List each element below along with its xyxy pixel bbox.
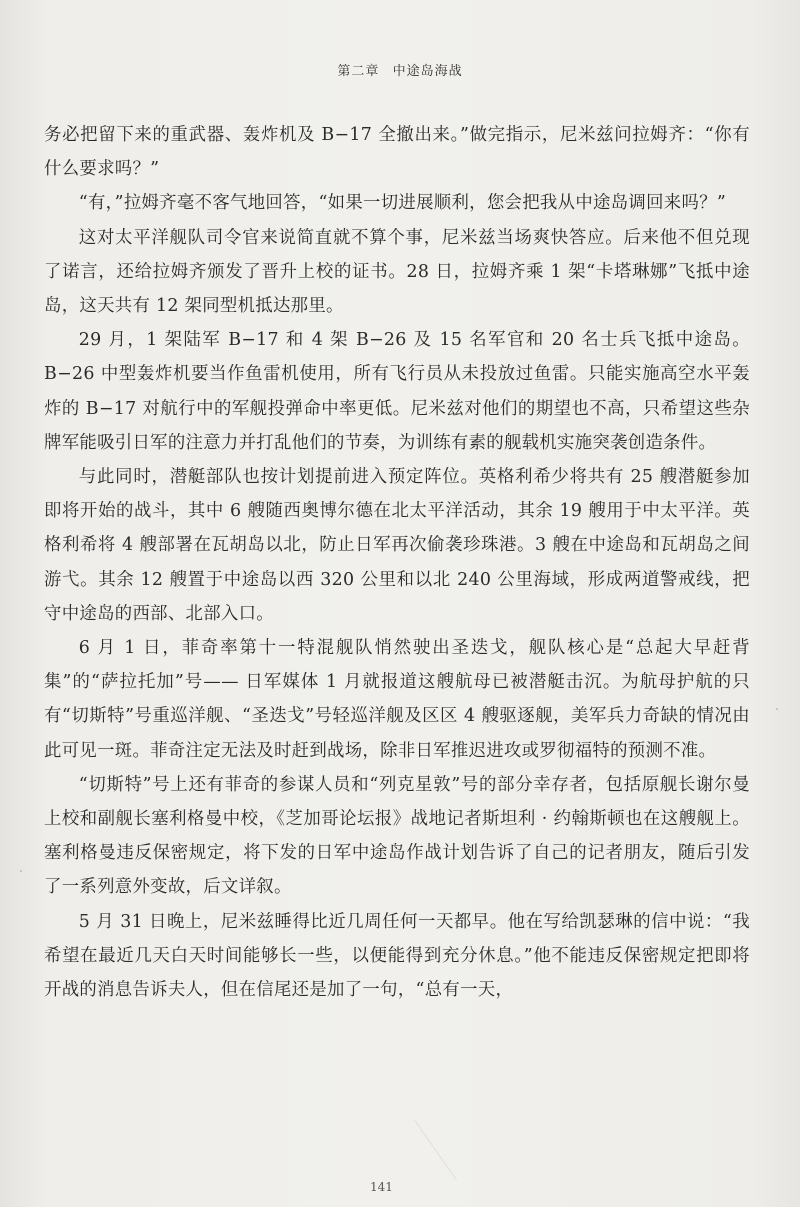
running-head [0,60,800,79]
chapter-number: 第二章 [337,64,380,79]
body-text [44,118,750,1007]
paragraph: 29 月，1 架陆军 B−17 和 4 架 B−26 及 15 名军官和 20 名士兵飞抵中途岛。B−26 中型轰炸机要当作鱼雷机使用，所有飞行员从未投放过鱼雷。只能实施高空水平轰炸的 B−17 对航行中的军舰投弹命中率更低。尼米兹对他们的期望也不高，只希望这些杂牌军能吸引日军的注意力并打乱他们的节奏，为训练有素的舰载机实施突袭创造条件。 [44,330,750,453]
paragraph: 5 月 31 日晚上，尼米兹睡得比近几周任何一天都早。他在写给凯瑟琳的信中说：“我希望在最近几天白天时间能够长一些，以便能得到充分休息。”他不能违反保密规定把即将开战的消息告诉夫人，但在信尾还是加了一句，“总有一天， [44,911,750,1001]
page-number: 141 [370,1180,393,1194]
chapter-title: 中途岛海战 [392,64,463,79]
paragraph: 与此同时，潜艇部队也按计划提前进入预定阵位。英格利希少将共有 25 艘潜艇参加即将开始的战斗，其中 6 艘随西奥博尔德在北太平洋活动，其余 19 艘用于中太平洋。英格利希将 4 艘部署在瓦胡岛以北，防止日军再次偷袭珍珠港。3 艘在中途岛和瓦胡岛之间游弋。其余 12 艘置于中途岛以西 320 公里和以北 240 公里海域，形成两道警戒线，把守中途岛的西部、北部入口。 [44,467,750,624]
paper-speck [776,708,778,710]
paragraph: 6 月 1 日，菲奇率第十一特混舰队悄然驶出圣迭戈，舰队核心是“总起大早赶背集”的“萨拉托加”号—— 日军媒体 1 月就报道这艘航母已被潜艇击沉。为航母护航的只有“切斯特”号重巡洋舰、“圣迭戈”号轻巡洋舰及区区 4 艘驱逐舰，美军兵力奇缺的情况由此可见一斑。菲奇注定无法及时赶到战场，除非日军推迟进攻或罗彻福特的预测不准。 [44,638,750,761]
paragraph: “有，”拉姆齐毫不客气地回答，“如果一切进展顺利，您会把我从中途岛调回来吗？” [78,193,727,214]
page-fold-mark [374,1120,457,1180]
paragraph: 务必把留下来的重武器、轰炸机及 B−17 全撤出来。”做完指示，尼米兹问拉姆齐：“你有什么要求吗？” [44,125,750,180]
paragraph: “切斯特”号上还有菲奇的参谋人员和“列克星敦”号的部分幸存者，包括原舰长谢尔曼上校和副舰长塞利格曼中校，《芝加哥论坛报》战地记者斯坦利 · 约翰斯顿也在这艘舰上。塞利格曼违反保密规定，将下发的日军中途岛作战计划告诉了自己的记者朋友，随后引发了一系列意外变故，后文详叙。 [44,774,750,898]
paper-speck [20,870,22,872]
paragraph: 这对太平洋舰队司令官来说简直就不算个事，尼米兹当场爽快答应。后来他不但兑现了诺言，还给拉姆齐颁发了晋升上校的证书。28 日，拉姆齐乘 1 架“卡塔琳娜”飞抵中途岛，这天共有 12 架同型机抵达那里。 [44,227,750,317]
